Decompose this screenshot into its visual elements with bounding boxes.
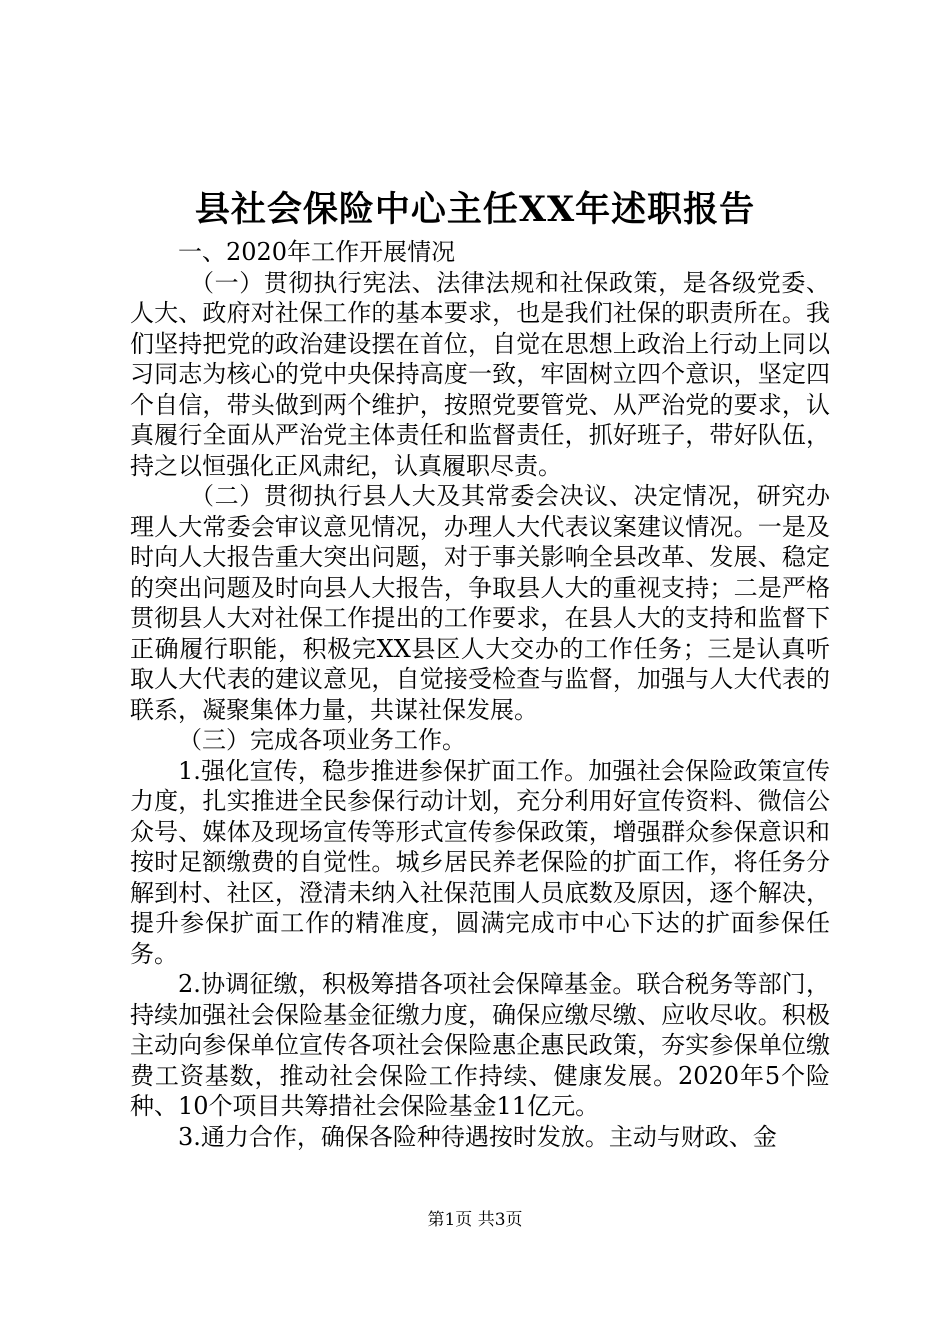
paragraph: （一）贯彻执行宪法、法律法规和社保政策，是各级党委、人大、政府对社保工作的基本要求，也是我们社保的职责所在。我们坚持把党的政治建设摆在首位，自觉在思想上政治上行动上同以习同志为核心的党中央保持高度一致，牢固树立四个意识，坚定四个自信，带头做到两个维护，按照党要管党、从严治党的要求，认真履行全面从严治党主体责任和监督责任，抓好班子，带好队伍，持之以恒强化正风肃纪，认真履职尽责。 [130, 268, 830, 480]
paragraph: 3.通力合作，确保各险种待遇按时发放。主动与财政、金 [178, 1122, 777, 1151]
page-number-footer: 第1页 共3页 [427, 1210, 523, 1230]
document-title: 县社会保险中心主任XX年述职报告 [194, 189, 756, 230]
subsection-heading: （三）完成各项业务工作。 [178, 726, 466, 754]
paragraph: 2.协调征缴，积极筹措各项社会保障基金。联合税务等部门，持续加强社会保险基金征缴力度，确保应缴尽缴、应收尽收。积极主动向参保单位宣传各项社会保险惠企惠民政策，夯实参保单位缴费工资基数，推动社会保险工作持续、健康发展。2020年5个险种、10个项目共筹措社会保险基金11亿元。 [130, 970, 830, 1120]
section-heading: 一、2020年工作开展情况 [178, 238, 456, 266]
paragraph: （二）贯彻执行县人大及其常委会决议、决定情况，研究办理人大常委会审议意见情况，办理人大代表议案建议情况。一是及时向人大报告重大突出问题，对于事关影响全县改革、发展、稳定的突出问题及时向县人大报告，争取县人大的重视支持；二是严格贯彻县人大对社保工作提出的工作要求，在县人大的支持和监督下正确履行职能，积极完XX县区人大交办的工作任务；三是认真听取人大代表的建议意见，自觉接受检查与监督，加强与人大代表的联系，凝聚集体力量，共谋社保发展。 [130, 482, 830, 724]
paragraph: 1.强化宣传，稳步推进参保扩面工作。加强社会保险政策宣传力度，扎实推进全民参保行动计划，充分利用好宣传资料、微信公众号、媒体及现场宣传等形式宣传参保政策，增强群众参保意识和按时足额缴费的自觉性。城乡居民养老保险的扩面工作，将任务分解到村、社区，澄清未纳入社保范围人员底数及原因，逐个解决，提升参保扩面工作的精准度，圆满完成市中心下达的扩面参保任务。 [130, 756, 830, 968]
document-body [130, 237, 830, 1152]
